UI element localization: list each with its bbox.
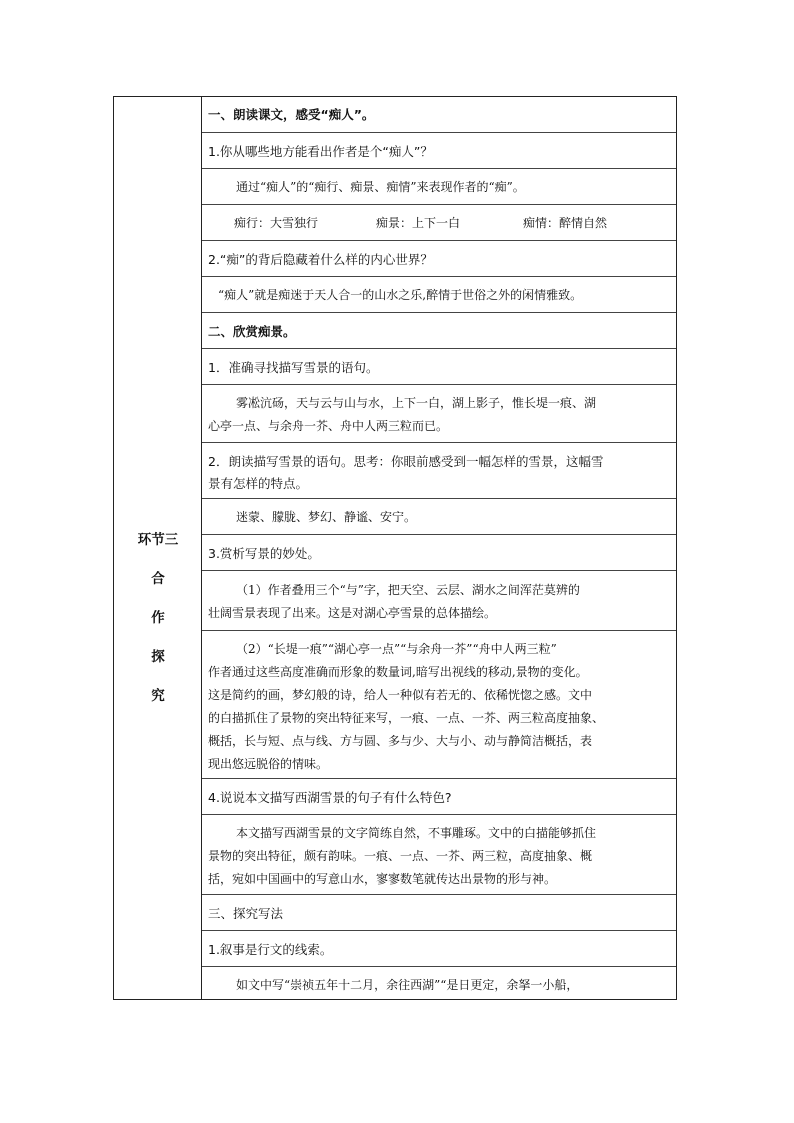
question-4-line: 2．朗读描写雪景的语句。思考：你眼前感受到一幅怎样的雪景，这幅雪 <box>208 454 604 469</box>
heading-1: 一、朗读课文，感受“痴人”。 <box>208 107 375 122</box>
answer-4: 迷蒙、朦胧、梦幻、静谧、安宁。 <box>236 510 417 524</box>
heading-2: 二、欣赏痴景。 <box>208 324 296 339</box>
lesson-table <box>113 96 677 1000</box>
answer-5b-line: （2）“长堤一痕”“湖心亭一点”“与余舟一芥”“舟中人两三粒” <box>236 642 557 656</box>
section-label-char: 探 <box>151 649 165 665</box>
question-6: 4.说说本文描写西湖雪景的句子有什么特色? <box>208 790 452 805</box>
section-label <box>114 534 202 729</box>
content-cell <box>202 97 676 999</box>
question-7: 1.叙事是行文的线索。 <box>208 942 333 957</box>
answer-2: “痴人”就是痴迷于天人合一的山水之乐,醉情于世俗之外的闲情雅致。 <box>218 288 583 302</box>
answer-5a-line: 壮阔雪景表现了出来。这是对湖心亭雪景的总体描绘。 <box>208 606 497 620</box>
answer-7: 如文中写“崇祯五年十二月，余往西湖”“是日更定，余拏一小船， <box>236 978 579 992</box>
answer-5b-line: 现出悠远脱俗的情味。 <box>208 757 329 771</box>
question-1: 1.你从哪些地方能看出作者是个“痴人”？ <box>208 144 433 159</box>
question-2: 2.“痴”的背后隐藏着什么样的内心世界？ <box>208 252 433 267</box>
answer-5a-line: （1）作者叠用三个“与”字，把天空、云层、湖水之间浑茫莫辨的 <box>236 583 580 597</box>
answer-1: 通过“痴人”的“痴行、痴景、痴情”来表现作者的“痴”。 <box>236 180 525 194</box>
answer-3-line: 雾凇沆砀，天与云与山与水，上下一白，湖上影子，惟长堤一痕、湖 <box>236 396 597 410</box>
question-3: 1．准确寻找描写雪景的语句。 <box>208 360 379 375</box>
heading-3: 三、探究写法 <box>208 906 284 921</box>
section-label-char: 究 <box>151 688 165 704</box>
answer-5b-line: 作者通过这些高度准确而形象的数量词,暗写出视线的移动,景物的变化。 <box>208 665 588 679</box>
answer-5b-line: 这是简约的画，梦幻般的诗，给人一种似有若无的、依稀恍惚之感。文中 <box>208 688 593 702</box>
answer-6-line: 括，宛如中国画中的写意山水，寥寥数笔就传达出景物的形与神。 <box>208 872 557 886</box>
section-label-cell <box>114 97 202 999</box>
question-4-line: 景有怎样的特点。 <box>208 476 309 491</box>
section-label-char: 合 <box>151 571 165 587</box>
answer-5b-line: 的白描抓住了景物的突出特征来写，一痕、一点、一芥、两三粒高度抽象、 <box>208 711 605 725</box>
answer-6-line: 景物的突出特征，颇有韵味。一痕、一点、一芥、两三粒，高度抽象、概 <box>208 849 593 863</box>
question-5: 3.赏析写景的妙处。 <box>208 546 320 561</box>
answer-3-line: 心亭一点、与余舟一芥、舟中人两三粒而已。 <box>208 419 449 433</box>
answer-5b-line: 概括，长与短、点与线、方与圆、多与少、大与小、动与静简洁概括，表 <box>208 734 593 748</box>
row-divider <box>202 385 676 443</box>
answer-1-item: 痴行：大雪独行 <box>234 216 319 230</box>
answer-1-item: 痴景：上下一白 <box>376 216 461 230</box>
section-label-char: 环节三 <box>137 532 179 548</box>
section-label-char: 作 <box>151 610 165 626</box>
answer-1-item: 痴情：醉情自然 <box>523 216 608 230</box>
row-divider <box>202 571 676 631</box>
answer-6-line: 本文描写西湖雪景的文字简练自然，不事雕琢。文中的白描能够抓住 <box>236 826 597 840</box>
